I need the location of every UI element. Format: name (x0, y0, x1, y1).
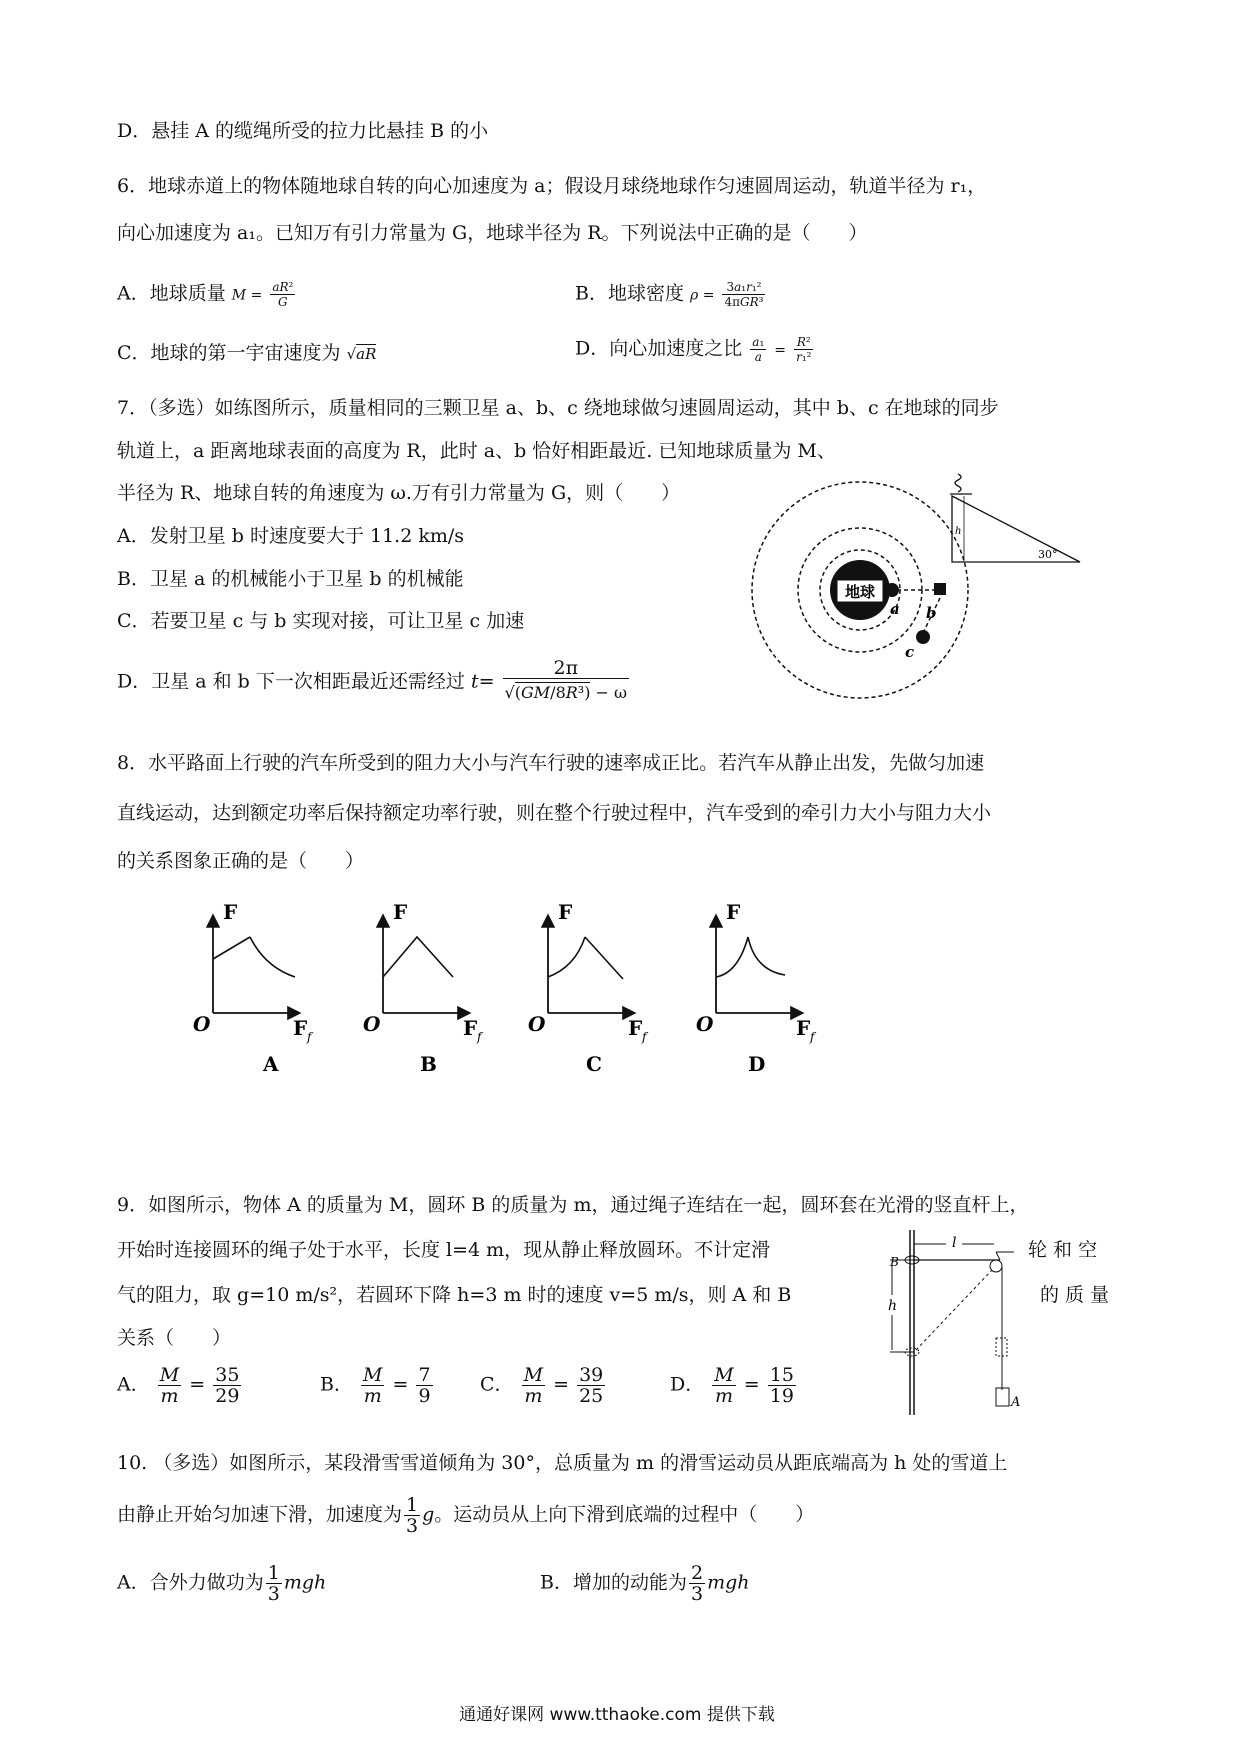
q6-option-b: B．地球密度 ρ = $\frac{\text{3a₁r₁²}}{\text{4πGR³}}$ (575, 280, 764, 309)
svg-text:f: f (477, 1030, 482, 1044)
svg-text:h: h (955, 526, 962, 537)
svg-text:30°: 30° (1038, 548, 1058, 561)
svg-text:h: h (888, 1298, 898, 1314)
satellite-b (934, 583, 946, 595)
satellite-a (885, 583, 899, 597)
q8-graphs (190, 895, 870, 1075)
q9-option-d: D． $\frac{M}{m}$ = $\frac{15}{19}$ (670, 1364, 794, 1407)
svg-text:A: A (263, 1052, 279, 1075)
q9-stem-line2b: 轮 和 空 (1028, 1239, 1098, 1261)
slope-diagram (940, 470, 1090, 580)
q6-option-c: C．地球的第一宇宙速度为 √aR (117, 342, 377, 364)
svg-text:F: F (293, 1016, 308, 1040)
svg-text:B: B (420, 1052, 437, 1075)
q7-option-c: C．若要卫星 c 与 b 实现对接，可让卫星 c 加速 (117, 610, 525, 632)
q6-option-a: A．地球质量 M = $\frac{\text{aR²}}{G}$ (117, 280, 294, 309)
q9-option-b: B． $\frac{M}{m}$ = $\frac{7}{9}$ (320, 1364, 431, 1407)
svg-text:O: O (528, 1012, 546, 1036)
svg-text:D: D (748, 1052, 766, 1075)
svg-text:B: B (890, 1255, 899, 1269)
q6-stem-line1: 6．地球赤道上的物体随地球自转的向心加速度为 a；假设月球绕地球作匀速圆周运动，轨道半径为 r₁， (117, 175, 987, 197)
q9-stem-line4: 关系（ ） (117, 1327, 232, 1349)
q7-option-b: B．卫星 a 的机械能小于卫星 b 的机械能 (117, 568, 464, 590)
pulley-diagram (870, 1230, 1030, 1415)
q7-stem-line2: 轨道上，a 距离地球表面的高度为 R，此时 a、b 恰好相距最近. 已知地球质量为 M、 (117, 440, 836, 462)
q9-option-a: A． $\frac{M}{m}$ = $\frac{35}{29}$ (117, 1364, 240, 1407)
svg-text:a: a (890, 600, 900, 618)
svg-text:O: O (363, 1012, 381, 1036)
q10-stem-line2: 由静止开始匀加速下滑，加速度为 $\frac{1}{3}$ g。运动员从上向下滑到底端的过程中（ ） (117, 1494, 815, 1537)
q6-stem-line2: 向心加速度为 a₁。已知万有引力常量为 G，地球半径为 R。下列说法中正确的是（ ） (117, 222, 868, 244)
q10-option-b: B．增加的动能为 $\frac{2}{3}$ mgh (540, 1562, 750, 1605)
graph-c (528, 900, 649, 1075)
svg-text:C: C (586, 1052, 602, 1075)
svg-text:F: F (628, 1016, 643, 1040)
svg-text:O: O (696, 1012, 714, 1036)
svg-text:F: F (726, 900, 741, 924)
q8-stem-line1: 8．水平路面上行驶的汽车所受到的阻力大小与汽车行驶的速率成正比。若汽车从静止出发，先做匀加速 (117, 752, 985, 774)
svg-text:f: f (810, 1030, 815, 1044)
q7-option-d: D．卫星 a 和 b 下一次相距最近还需经过 t= $\frac{2\pi}{\text{√(GM/8R³) − ω}}$ (117, 657, 628, 702)
svg-text:f: f (307, 1030, 312, 1044)
graph-d (696, 900, 817, 1075)
q7-stem-line1: 7．（多选）如练图所示，质量相同的三颗卫星 a、b、c 绕地球做匀速圆周运动，其中 b、c 在地球的同步 (117, 397, 999, 419)
page-footer: 通通好课网 www.tthaoke.com 提供下载 (459, 1705, 775, 1725)
q8-stem-line2: 直线运动，达到额定功率后保持额定功率行驶，则在整个行驶过程中，汽车受到的牵引力大小与阻力大小 (117, 802, 992, 824)
earth-label: 地球 (844, 583, 876, 601)
svg-text:F: F (796, 1016, 811, 1040)
svg-text:F: F (393, 900, 408, 924)
satellite-c (916, 630, 930, 644)
svg-text:l: l (952, 1235, 957, 1251)
svg-text:F: F (463, 1016, 478, 1040)
svg-text:c: c (905, 643, 915, 661)
q9-option-c: C． $\frac{M}{m}$ = $\frac{39}{25}$ (480, 1364, 604, 1407)
svg-text:A: A (1011, 1395, 1021, 1410)
q9-stem-line3b: 的 质 量 (1040, 1284, 1110, 1306)
q6-option-d: D．向心加速度之比 $\frac{\text{a₁}}{a}$ = $\frac{\text{R²}}{\text{r₁²}}$ (575, 335, 812, 364)
svg-text:b: b (926, 604, 937, 622)
q9-stem-line2a: 开始时连接圆环的绳子处于水平，长度 l=4 m，现从静止释放圆环。不计定滑 (117, 1239, 771, 1261)
q7-stem-line3: 半径为 R、地球自转的角速度为 ω.万有引力常量为 G，则（ ） (117, 482, 681, 504)
q7-option-a: A．发射卫星 b 时速度要大于 11.2 km/s (117, 525, 465, 547)
svg-text:O: O (193, 1012, 211, 1036)
q10-stem-line1: 10. （多选）如图所示，某段滑雪雪道倾角为 30°，总质量为 m 的滑雪运动员从距底端高为 h 处的雪道上 (117, 1452, 1008, 1474)
svg-text:F: F (223, 900, 238, 924)
svg-text:f: f (642, 1030, 647, 1044)
svg-text:F: F (558, 900, 573, 924)
q9-stem-line1: 9．如图所示，物体 A 的质量为 M，圆环 B 的质量为 m，通过绳子连结在一起，圆环套在光滑的竖直杆上， (117, 1194, 1029, 1216)
q9-stem-line3a: 气的阻力，取 g=10 m/s²，若圆环下降 h=3 m 时的速度 v=5 m/s，则 A 和 B (117, 1284, 792, 1306)
graph-a (193, 900, 314, 1075)
graph-b (363, 900, 484, 1075)
q8-stem-line3: 的关系图象正确的是（ ） (117, 850, 365, 872)
q5-option-d: D．悬挂 A 的缆绳所受的拉力比悬挂 B 的小 (117, 120, 489, 142)
q10-option-a: A．合外力做功为 $\frac{1}{3}$ mgh (117, 1562, 327, 1605)
